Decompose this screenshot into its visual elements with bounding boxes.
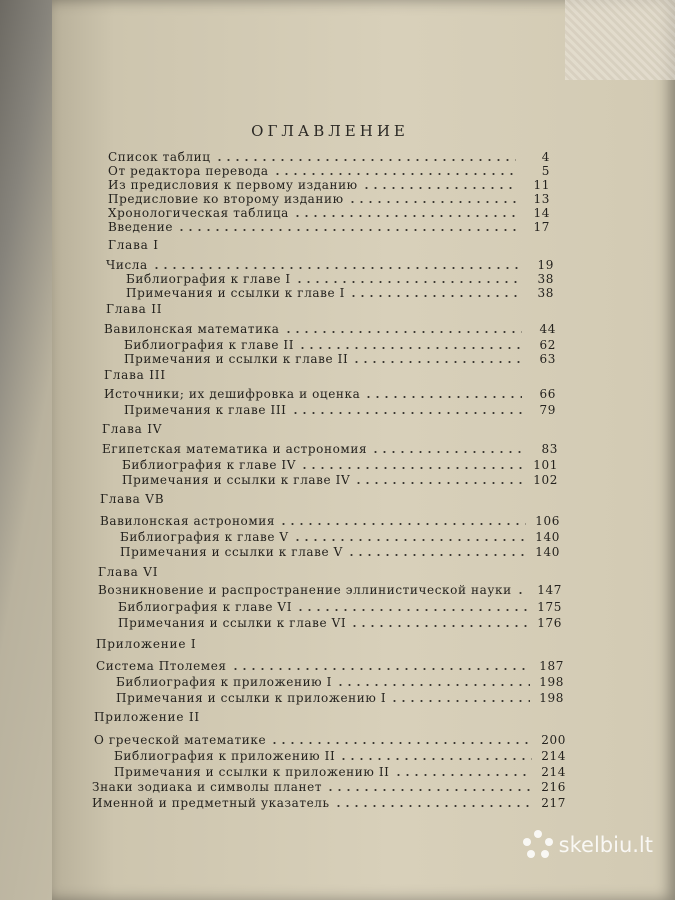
toc-entry: Введение 17 xyxy=(108,220,550,234)
toc-entry: Библиография к главе V 140 xyxy=(120,530,560,544)
appendix-heading: Приложение II xyxy=(94,710,200,724)
toc-entry: Примечания и ссылки к главе V 140 xyxy=(120,545,560,559)
toc-entry: Источники; их дешифровка и оценка 66 xyxy=(104,387,556,401)
toc-entry: Из предисловия к первому изданию 11 xyxy=(108,178,550,192)
toc-entry: От редактора перевода 5 xyxy=(108,164,550,178)
watermark-text: skelbiu.lt xyxy=(558,833,653,857)
toc-entry: Хронологическая таблица 14 xyxy=(108,206,550,220)
toc-entry: Числа 19 xyxy=(106,258,554,272)
watermark xyxy=(523,830,653,860)
chapter-heading: Глава VB xyxy=(100,492,165,506)
appendix-heading: Приложение I xyxy=(96,637,197,651)
page-title: ОГЛАВЛЕНИЕ xyxy=(251,122,409,140)
dots-logo-icon xyxy=(523,830,553,860)
toc-entry: Предисловие ко второму изданию 13 xyxy=(108,192,550,206)
toc-entry: Примечания и ссылки к приложению II 214 xyxy=(114,765,566,779)
chapter-heading: Глава II xyxy=(106,302,163,316)
toc-entry: Примечания к главе III 79 xyxy=(124,403,556,417)
toc-entry: Библиография к главе VI 175 xyxy=(118,600,562,614)
toc-entry: Библиография к приложению I 198 xyxy=(116,675,564,689)
toc-entry: Возникновение и распространение эллинистической науки 147 xyxy=(98,583,562,597)
toc-entry: Египетская математика и астрономия 83 xyxy=(102,442,558,456)
toc-entry: Список таблиц 4 xyxy=(108,150,550,164)
toc-entry: Система Птолемея 187 xyxy=(96,659,564,673)
toc-entry: Библиография к главе IV 101 xyxy=(122,458,558,472)
toc-entry: Примечания и ссылки к главе IV 102 xyxy=(122,473,558,487)
toc-entry: Примечания и ссылки к главе VI 176 xyxy=(118,616,562,630)
toc-entry: Примечания и ссылки к главе II 63 xyxy=(124,352,556,366)
toc-entry: Библиография к главе I 38 xyxy=(126,272,554,286)
chapter-heading: Глава III xyxy=(104,368,166,382)
toc-entry: Вавилонская математика 44 xyxy=(104,322,556,336)
toc-entry: Знаки зодиака и символы планет 216 xyxy=(92,780,566,794)
toc-entry: Вавилонская астрономия 106 xyxy=(100,514,560,528)
toc-entry: О греческой математике 200 xyxy=(94,733,566,747)
toc-entry: Библиография к приложению II 214 xyxy=(114,749,566,763)
chapter-heading: Глава VI xyxy=(98,565,159,579)
toc-entry: Библиография к главе II 62 xyxy=(124,338,556,352)
chapter-heading: Глава I xyxy=(108,238,159,252)
toc-entry: Именной и предметный указатель 217 xyxy=(92,796,566,810)
toc-entry: Примечания и ссылки к приложению I 198 xyxy=(116,691,564,705)
chapter-heading: Глава IV xyxy=(102,422,163,436)
toc-entry: Примечания и ссылки к главе I 38 xyxy=(126,286,554,300)
